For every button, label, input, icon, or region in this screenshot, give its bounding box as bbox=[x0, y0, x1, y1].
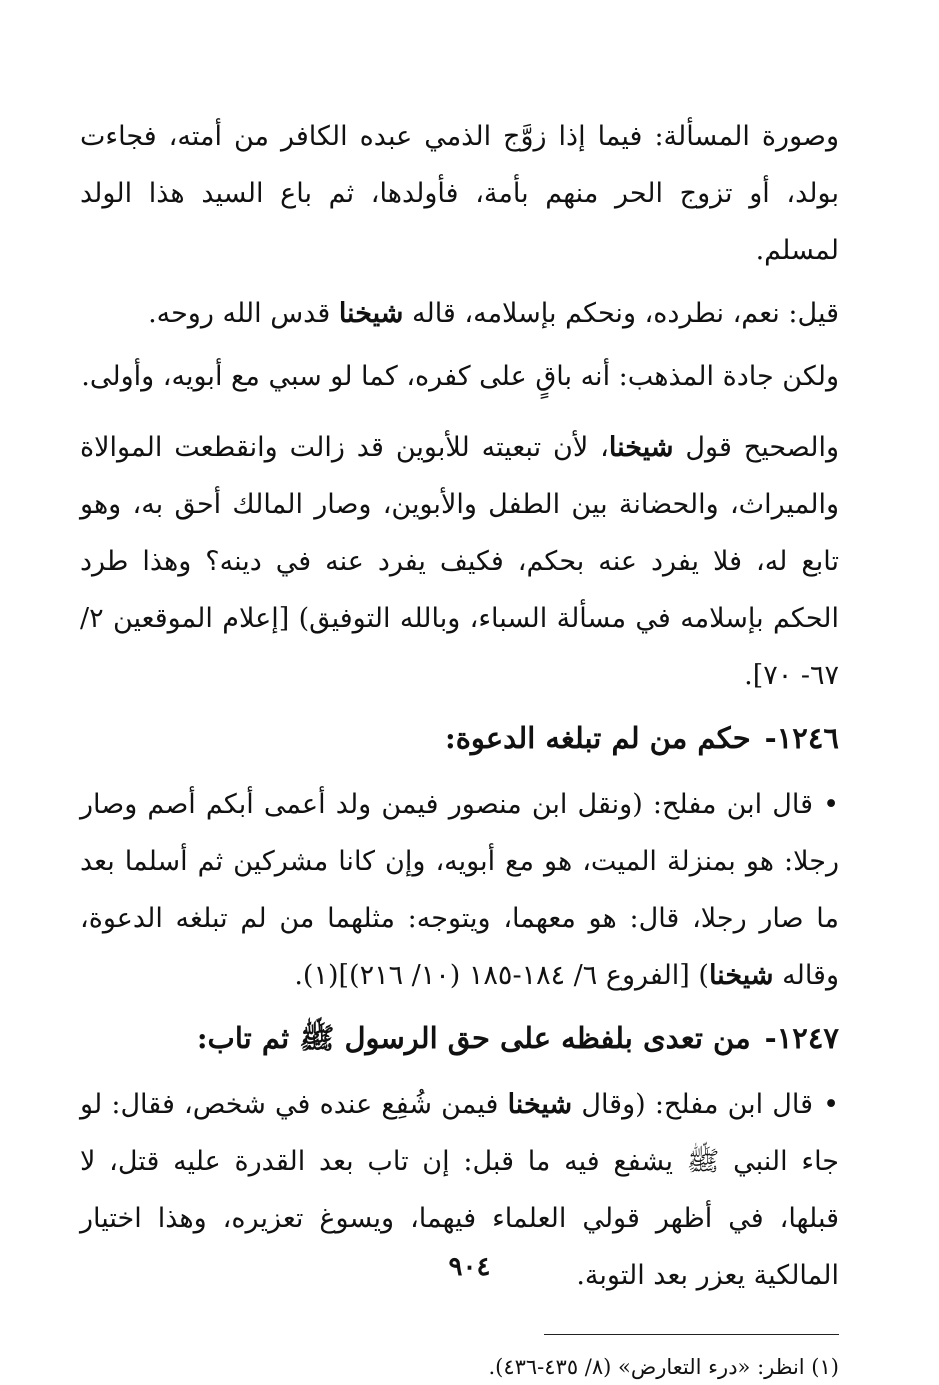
paragraph-madhab-view bbox=[80, 348, 839, 405]
paragraph-text: قيل: نعم، نطرده، ونحكم بإسلامه، قاله bbox=[403, 298, 839, 329]
footnote-text: (١) انظر: «درء التعارض» (٨/ ٤٣٥-٤٣٦). bbox=[488, 1355, 839, 1379]
section-title: حكم من لم تبلغه الدعوة: bbox=[445, 721, 751, 755]
bold-term: شيخنا bbox=[608, 432, 674, 463]
footnote bbox=[80, 1349, 839, 1385]
section-number: ١٢٤٧- bbox=[764, 1021, 839, 1055]
section-heading-1247 bbox=[80, 1010, 839, 1066]
footnote-divider bbox=[544, 1334, 839, 1335]
paragraph-text: ولكن جادة المذهب: أنه باقٍ على كفره، كما لو سبي مع أبويه، وأولى. bbox=[81, 361, 839, 392]
bold-term: شيخنا bbox=[507, 1089, 573, 1120]
paragraph-text: ، لأن تبعيته للأبوين قد زالت وانقطعت الموالاة والميراث، والحضانة بين الطفل والأبوين، وصار المالك أحق به، وهو تابع له، فلا يفرد عنه بحكم، فكيف يفرد عنه في دينه؟ وهذا طرد الحكم بإسلامه في مسألة السباء، وبالله التوفيق) [إعلام الموقعين ٢/ ٦٧- ٧٠]. bbox=[80, 432, 839, 691]
section-title: من تعدى بلفظه على حق الرسول ﷺ ثم تاب: bbox=[196, 1021, 751, 1055]
paragraph-said-yes bbox=[80, 285, 839, 342]
section-number: ١٢٤٦- bbox=[764, 721, 839, 755]
paragraph-case-description bbox=[80, 108, 839, 279]
bold-term: شيخنا bbox=[708, 960, 774, 991]
bullet-icon: • bbox=[823, 789, 839, 820]
paragraph-text: وصورة المسألة: فيما إذا زوَّج الذمي عبده الكافر من أمته، فجاءت بولد، أو تزوج الحر منهم بأمة، فأولدها، ثم باع السيد هذا الولد لمسلم. bbox=[80, 121, 839, 266]
bullet-icon: • bbox=[823, 1089, 839, 1120]
section-heading-1246 bbox=[80, 710, 839, 766]
paragraph-text: ) [الفروع ٦/ ١٨٤-١٨٥ (١٠/ ٢١٦)](١). bbox=[294, 960, 709, 991]
paragraph-text: والصحيح قول bbox=[673, 432, 839, 463]
bold-term: شيخنا bbox=[338, 298, 404, 329]
paragraph-text: قال ابن مفلح: (وقال bbox=[572, 1089, 814, 1120]
page-number: ٩٠٤ bbox=[448, 1252, 491, 1282]
paragraph-text: فيمن شُفِع عنده في شخص، فقال: لو جاء النبي ﷺ يشفع فيه ما قبل: إن تاب بعد القدرة عليه قتل، لا قبلها، في أظهر قولي العلماء فيهما، ويسوغ تعزيره، وهذا اختيار المالكية يعزر بعد التوبة. bbox=[80, 1089, 839, 1291]
paragraph-correct-view bbox=[80, 419, 839, 704]
paragraph-text: قدس الله روحه. bbox=[148, 298, 339, 329]
paragraph-text: قال ابن مفلح: (ونقل ابن منصور فيمن ولد أعمى أبكم أصم وصار رجلا: هو بمنزلة الميت، هو مع أبويه، وإن كانا مشركين ثم أسلما بعد ما صار رجلا، قال: هو معهما، ويتوجه: مثلهما من لم تبلغه الدعوة، وقاله bbox=[80, 789, 839, 991]
section-body-1246 bbox=[80, 776, 839, 1004]
